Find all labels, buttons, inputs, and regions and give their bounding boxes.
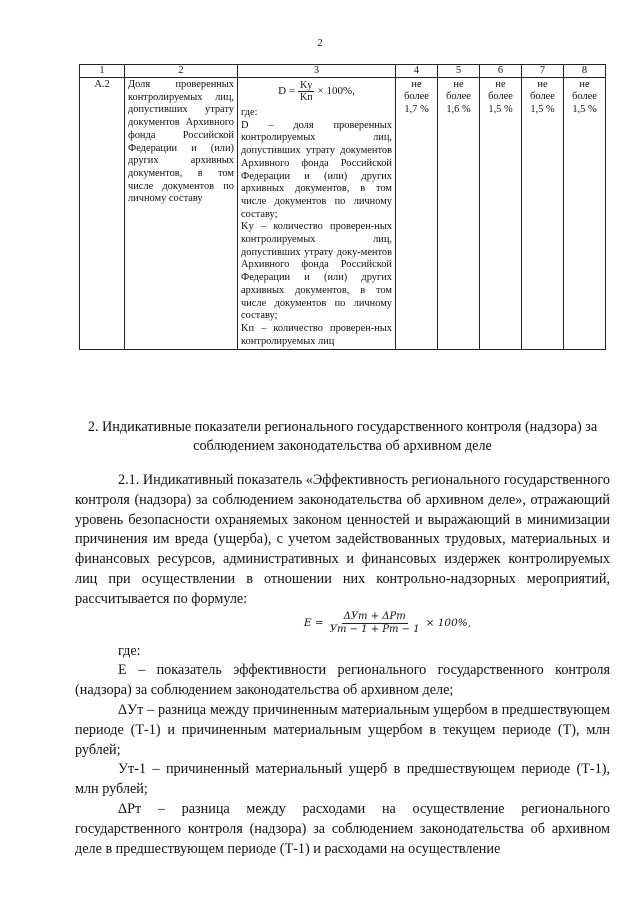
header-cell: 7 — [522, 65, 564, 78]
definition-line: D – доля проверенных контролируемых лиц, допустивших утрату документов Архивного фонда Российской Федерации и (или) других архивных документов, в том числе документов по личному составу; — [241, 119, 392, 220]
table-row — [80, 78, 606, 350]
indicator-table — [79, 64, 606, 350]
header-cell: 1 — [80, 65, 125, 78]
header-cell: 8 — [564, 65, 606, 78]
indicator-code: А.2 — [80, 78, 125, 350]
target-value: не более 1,5 % — [480, 78, 522, 350]
definition-paragraph: Е – показатель эффективности регионального государственного контроля (надзора) за соблюдением законодательства об архивном деле; — [75, 662, 610, 699]
target-value: не более 1,5 % — [522, 78, 564, 350]
header-cell: 3 — [238, 65, 396, 78]
formula-fraction — [298, 80, 315, 103]
target-value: не более 1,7 % — [396, 78, 438, 350]
section-body — [75, 471, 610, 859]
target-value: не более 1,6 % — [438, 78, 480, 350]
definition-line: Kу – количество проверен-ных контролируемых лиц, допустивших утрату доку-ментов Архивного фонда Российской Федерации и (или) других архивных документов, в том числе документов по личному составу; — [241, 221, 392, 322]
formula-d — [241, 80, 392, 103]
definition-paragraph: ΔУт – разница между причиненным материальным ущербом в предшествующем периоде (Т-1) и причиненным материальным ущербом в текущем периоде (Т), млн рублей; — [75, 701, 610, 758]
formula-lhs: E = — [303, 616, 324, 629]
definition-line: где: — [241, 107, 258, 118]
formula-numerator: Kу — [300, 80, 313, 91]
formula-rhs: × 100%, — [317, 85, 355, 98]
header-cell: 6 — [480, 65, 522, 78]
section-title: 2. Индикативные показатели регионального государственного контроля (надзора) за соблюдением законодательства об архивном деле — [87, 419, 598, 454]
intro-paragraph: 2.1. Индикативный показатель «Эффективность регионального государственного контроля (надзора) за соблюдением законодательства об архивном деле», отражающий уровень безопасности охраняемых законом ценностей и выражающий в минимизации причинения им вреда (ущерба), с учетом задействованных трудовых, материальных и финансовых ресурсов, административных и финансовых издержек контролируемых лиц при осуществлении в отношении них контрольно-надзорных мероприятий, рассчитывается по формуле: — [75, 472, 610, 607]
indicator-name: Доля проверенных контролируемых лиц, допустивших утрату документов Архивного фонда Российской Федерации и (или) других архивных документов, в том числе документов по личному составу — [125, 78, 238, 350]
formula-denominator: Kп — [299, 92, 313, 103]
page-number: 2 — [317, 37, 323, 49]
definition-line: Kп – количество проверен-ных контролируемых лиц — [241, 322, 392, 347]
formula-fraction — [328, 611, 422, 636]
formula-e — [165, 611, 610, 637]
formula-definitions — [241, 107, 392, 348]
definition-paragraph: ΔРт – разница между расходами на осуществление регионального государственного контроля (надзора) за соблюдением законодательства об архивном деле в предшествующем периоде (Т-1) и расходами на осуществление — [75, 800, 610, 857]
header-cell: 5 — [438, 65, 480, 78]
formula-denominator: Ут − 1 + Рт − 1 — [329, 624, 420, 636]
table-header-row — [80, 65, 606, 78]
where-label: где: — [118, 642, 141, 659]
definition-paragraph: Ут-1 – причиненный материальный ущерб в предшествующем периоде (Т-1), млн рублей; — [75, 761, 610, 798]
indicator-formula-cell — [238, 78, 396, 350]
header-cell: 4 — [396, 65, 438, 78]
header-cell: 2 — [125, 65, 238, 78]
formula-numerator: ΔУт + ΔРт — [343, 611, 406, 623]
formula-rhs: × 100%, — [425, 616, 472, 629]
formula-lhs: D = — [278, 85, 295, 98]
target-value: не более 1,5 % — [564, 78, 606, 350]
